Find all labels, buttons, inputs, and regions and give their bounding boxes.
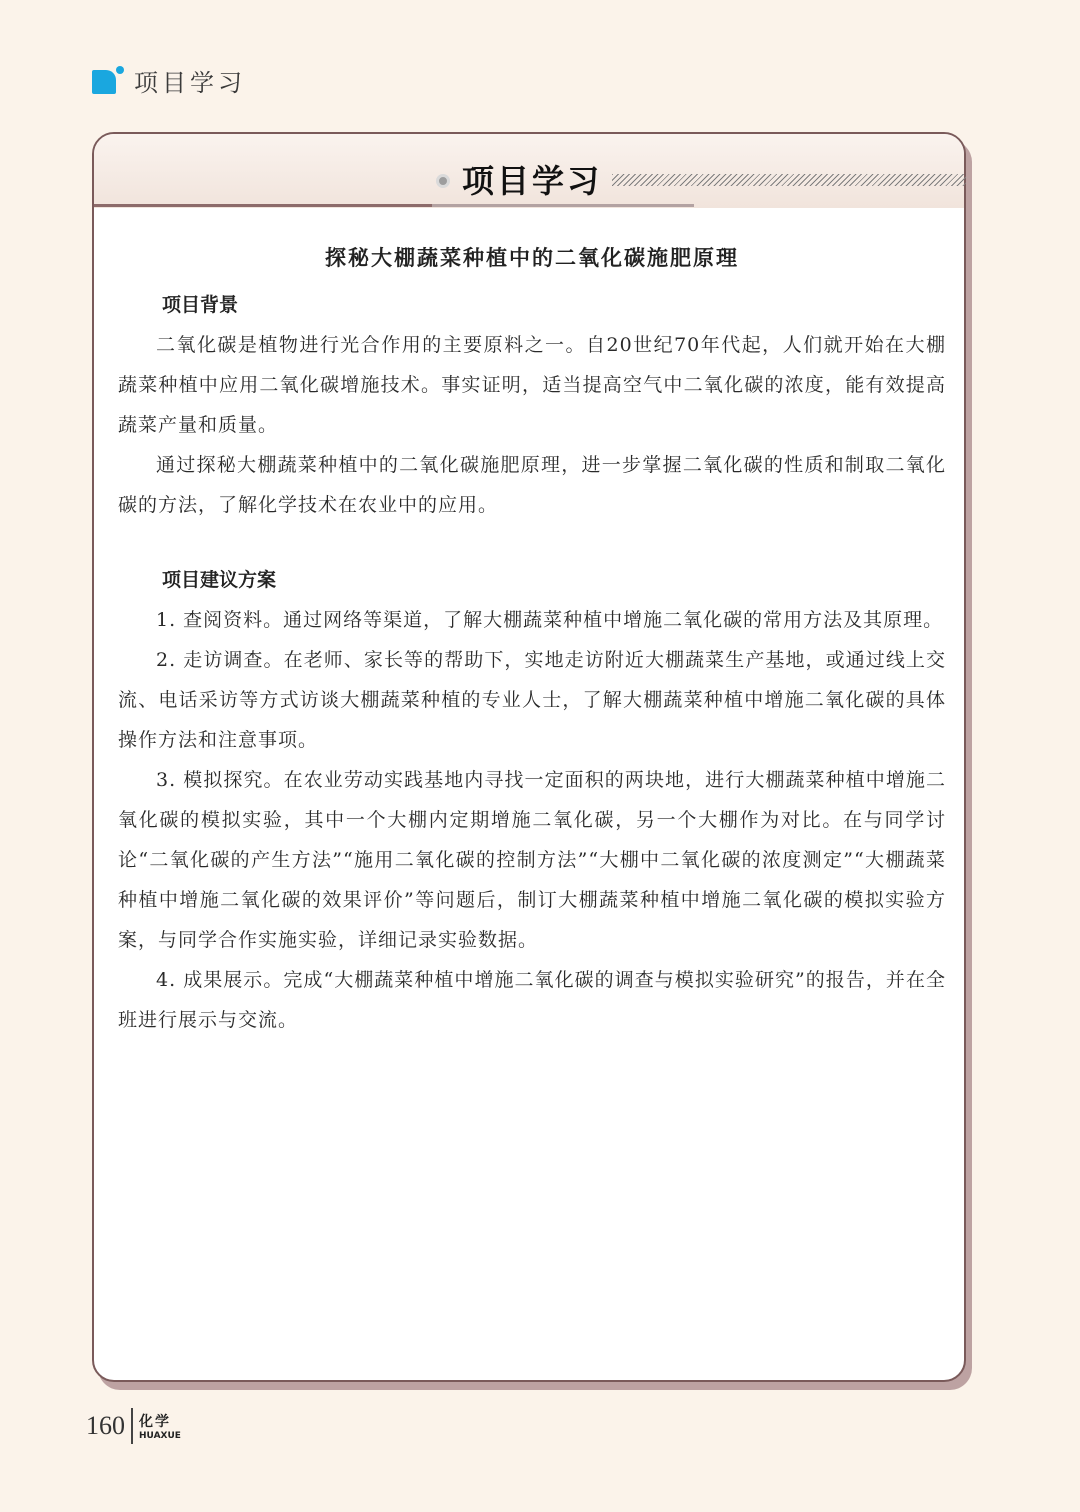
- box-title: 项目学习: [462, 162, 603, 200]
- footer-divider: [131, 1408, 133, 1444]
- page-footer: [86, 1408, 181, 1444]
- subject-pinyin: HUAXUE: [139, 1431, 181, 1441]
- box-content: [118, 234, 946, 1040]
- band-underline-accent: [432, 204, 694, 207]
- plan-step: 3. 模拟探究。在农业劳动实践基地内寻找一定面积的两块地，进行大棚蔬菜种植中增施二氧化碳的模拟实验，其中一个大棚内定期增施二氧化碳，另一个大棚作为对比。在与同学讨论“二氧化碳的产生方法”“施用二氧化碳的控制方法”“大棚中二氧化碳的浓度测定”“大棚蔬菜种植中增施二氧化碳的效果评价”等问题后，制订大棚蔬菜种植中增施二氧化碳的模拟实验方案，与同学合作实施实验，详细记录实验数据。: [118, 769, 946, 951]
- project-box: [92, 132, 966, 1382]
- paragraph: 二氧化碳是植物进行光合作用的主要原料之一。自20世纪70年代起，人们就开始在大棚蔬菜种植中应用二氧化碳增施技术。事实证明，适当提高空气中二氧化碳的浓度，能有效提高蔬菜产量和质量。: [118, 334, 946, 436]
- box-title-band: [94, 134, 964, 208]
- page-header: [92, 60, 246, 100]
- hatched-rule: [612, 174, 966, 186]
- paragraph: 通过探秘大棚蔬菜种植中的二氧化碳施肥原理，进一步掌握二氧化碳的性质和制取二氧化碳的方法，了解化学技术在农业中的应用。: [118, 454, 946, 516]
- subject-mark: [139, 1411, 181, 1441]
- plan-step: 4. 成果展示。完成“大棚蔬菜种植中增施二氧化碳的调查与模拟实验研究”的报告，并在全班进行展示与交流。: [118, 969, 946, 1031]
- page-number: 160: [86, 1411, 125, 1440]
- subject-name: 化学: [139, 1414, 171, 1430]
- section-badge-icon: [92, 66, 120, 94]
- section-title-plan: 项目建议方案: [162, 569, 277, 591]
- bullet-circle-icon: [436, 174, 450, 188]
- plan-step: 1. 查阅资料。通过网络等渠道，了解大棚蔬菜种植中增施二氧化碳的常用方法及其原理。: [156, 609, 944, 631]
- section-title-background: 项目背景: [162, 294, 239, 316]
- running-header-title: 项目学习: [134, 68, 246, 97]
- plan-step: 2. 走访调查。在老师、家长等的帮助下，实地走访附近大棚蔬菜生产基地，或通过线上交流、电话采访等方式访谈大棚蔬菜种植的专业人士，了解大棚蔬菜种植中增施二氧化碳的具体操作方法和注意事项。: [118, 649, 946, 751]
- document-title: 探秘大棚蔬菜种植中的二氧化碳施肥原理: [325, 246, 739, 270]
